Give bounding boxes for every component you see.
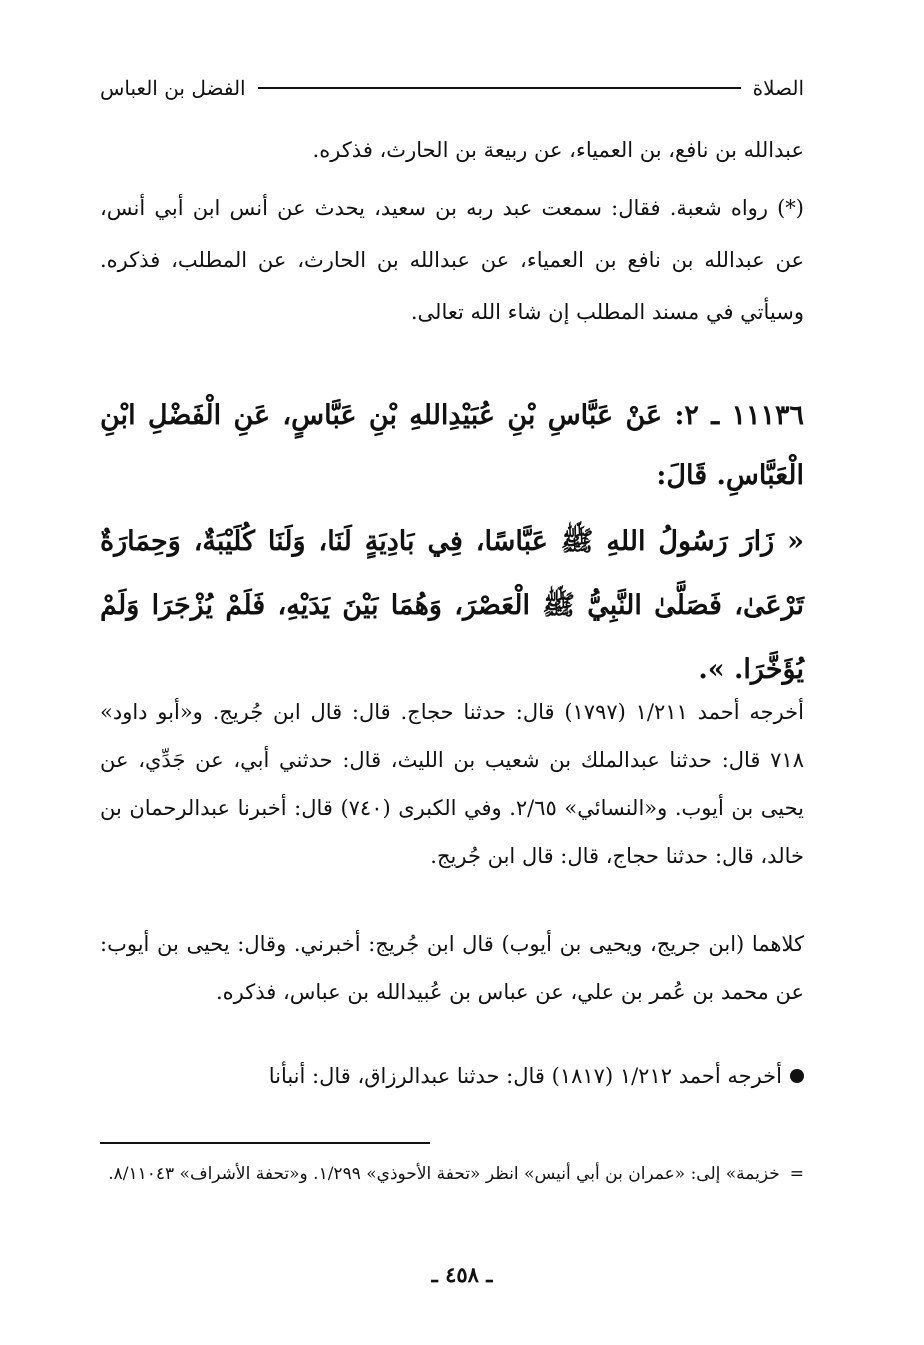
note-paragraph: (*) رواه شعبة. فقال: سمعت عبد ربه بن سعيد، يحدث عن أنس ابن أبي أنس، عن عبدالله بن نافع بن العمياء، عن عبدالله بن الحارث، عن المطلب، فذكره. وسيأتي في مسند المطلب إن شاء الله تعالى.: [100, 196, 804, 324]
takhrij-3-text: أخرجه أحمد ١/٢١٢ (١٨١٧) قال: حدثنا عبدالرزاق، قال: أنبأنا: [268, 1064, 782, 1088]
footnote-continuation-mark: =: [789, 1164, 804, 1184]
hadith-text: « زَارَ رَسُولُ اللهِ ﷺ عَبَّاسًا، فِي بَادِيَةٍ لَنَا، وَلَنَا كُلَيْبَةٌ، وَحِمَارَةٌ تَرْعَىٰ، فَصَلَّىٰ النَّبِيُّ ﷺ الْعَصْرَ، وَهُمَا بَيْنَ يَدَيْهِ، فَلَمْ يُزْجَرَا وَلَمْ يُؤَخَّرَا. ».: [100, 526, 804, 685]
header-rule: [258, 87, 741, 89]
takhrij-paragraph-3: [100, 1056, 804, 1096]
header-section: الفضل بن العباس: [100, 76, 246, 100]
hadith-heading: ١١١٣٦ ـ ٢: عَنْ عَبَّاسِ بْنِ عُبَيْدِاللهِ بْنِ عَبَّاسٍ، عَنِ الْفَضْلِ ابْنِ الْعَبَّاسِ. قَالَ:: [100, 400, 804, 491]
page-number: ـ ٤٥٨ ـ: [431, 1262, 493, 1287]
continuation-paragraph: عبدالله بن نافع، بن العمياء، عن ربيعة بن الحارث، فذكره.: [312, 138, 804, 162]
footnote: [80, 1156, 804, 1192]
bullet-icon: [790, 1069, 804, 1083]
footnote-text: خزيمة» إلى: «عمران بن أبي أنيس» انظر «تحفة الأحوذي» ١/٢٩٩. و«تحفة الأشراف» ٨/١١٠٤٣.: [108, 1164, 780, 1184]
takhrij-paragraph-2: كلاهما (ابن جريج، ويحيى بن أيوب) قال ابن جُريج: أخبرني. وقال: يحيى بن أيوب: عن محمد بن عُمر بن علي، عن عباس بن عُبيدالله بن عباس، فذكره.: [100, 932, 804, 1004]
running-header: [100, 78, 804, 98]
footnote-separator: [100, 1142, 430, 1144]
takhrij-paragraph-1: أخرجه أحمد ١/٢١١ (١٧٩٧) قال: حدثنا حجاج. قال: قال ابن جُريج. و«أبو داود» ٧١٨ قال: حدثنا عبدالملك بن شعيب بن الليث، قال: حدثني أبي، عن جَدِّي، عن يحيى بن أيوب. و«النسائي» ٢/٦٥. وفي الكبرى (٧٤٠) قال: أخبرنا عبدالرحمان بن خالد، قال: حدثنا حجاج، قال: قال ابن جُريج.: [100, 700, 804, 868]
header-chapter: الصلاة: [752, 76, 804, 100]
